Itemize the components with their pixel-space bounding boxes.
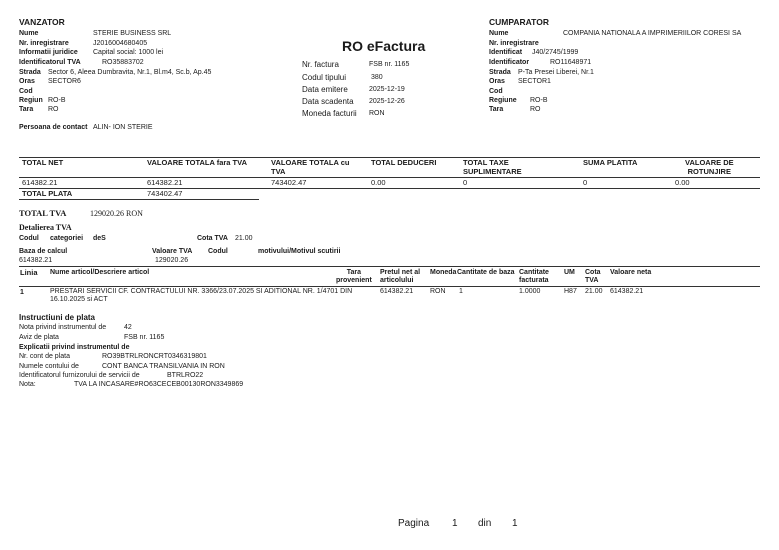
account-name-value: CONT BANCA TRANSILVANIA IN RON (102, 363, 225, 370)
buyer-region-label: Regiune (489, 97, 517, 104)
invoice-number-label: Nr. factura (302, 60, 339, 69)
th-base-qty: Cantitate de baza (457, 269, 515, 276)
vat-amount-label: Valoare TVA (152, 248, 193, 255)
amount-paid-value: 0 (583, 178, 588, 187)
seller-name-label: Nume (19, 30, 39, 37)
payment-explanations-label: Explicatii privind instrumentul de (19, 344, 130, 351)
th-origin (336, 269, 372, 285)
vat-category-label: categoriei (50, 235, 84, 242)
buyer-city: SECTOR1 (518, 78, 551, 85)
row-description (50, 288, 352, 304)
deductions-value: 0.00 (371, 178, 386, 187)
vat-exemption-reason-label: motivului/Motivul scutirii (258, 248, 341, 255)
th-invoiced-qty-line2: facturata (519, 277, 549, 285)
buyer-country-label: Tara (489, 106, 504, 113)
vat-amount-value: 129020.26 (155, 257, 189, 264)
row-description-line1: PRESTARI SERVICII CF. CONTRACTULUI NR. 3366/23.07.2025 SI ADITIONAL NR. 1/4701 DIN (50, 288, 353, 295)
account-name-label: Numele contului de (19, 363, 79, 370)
payment-account-label: Nr. cont de plata (19, 353, 70, 360)
page-title: RO eFactura (342, 38, 426, 54)
currency-label: Moneda facturii (302, 109, 357, 118)
th-net-value: Valoare neta (610, 269, 652, 276)
th-extra-taxes (463, 159, 522, 176)
th-value-with-vat-line2: TVA (271, 166, 286, 176)
th-item-name: Nume articol/Descriere articol (50, 269, 150, 276)
seller-name: STERIE BUSINESS SRL (93, 30, 172, 37)
th-vat-rate-line1: Cota (585, 269, 601, 276)
payment-heading: Instructiuni de plata (19, 313, 96, 322)
due-date: 2025-12-26 (369, 98, 405, 105)
buyer-street-label: Strada (489, 69, 511, 76)
due-date-label: Data scadenta (302, 97, 354, 106)
buyer-reg-label: Nr. inregistrare (489, 40, 539, 47)
rounding-value: 0.00 (675, 178, 690, 187)
divider (19, 188, 760, 189)
buyer-region: RO-B (530, 97, 548, 104)
page-of-label: din (478, 518, 492, 529)
th-deductions: TOTAL DEDUCERI (371, 158, 437, 167)
total-net-value: 614382.21 (22, 178, 58, 187)
row-net-price: 614382.21 (380, 288, 414, 295)
value-with-vat: 743402.47 (271, 178, 307, 187)
th-value-with-vat-line1: VALOARE TOTALA cu (271, 158, 350, 167)
seller-contact-label: Persoana de contact (19, 124, 88, 131)
th-rounding-line2: ROTUNJIRE (687, 166, 731, 176)
buyer-ident-label: Identificat (489, 49, 523, 56)
th-unit: UM (564, 269, 575, 276)
buyer-city-label: Oras (489, 78, 505, 85)
type-code-label: Codul tipului (302, 73, 347, 82)
note-label: Nota: (19, 381, 36, 388)
th-currency: Moneda (430, 269, 457, 276)
seller-city-label: Oras (19, 78, 35, 85)
payment-advice-label: Aviz de plata (19, 334, 59, 341)
th-vat-rate-line2: TVA (585, 277, 599, 285)
seller-info: Capital social: 1000 lei (93, 49, 164, 56)
buyer-ident: J40/2745/1999 (532, 49, 579, 56)
seller-reg-label: Nr. inregistrare (19, 40, 69, 47)
vat-code-label: Codul (19, 235, 39, 242)
provider-id-label: Identificatorul furnizorului de servicii de (19, 372, 140, 379)
type-code: 380 (371, 74, 383, 81)
divider (19, 199, 259, 200)
th-net-price-line2: articolului (380, 277, 414, 285)
issue-date-label: Data emitere (302, 85, 348, 94)
divider (19, 177, 760, 178)
seller-street: Sector 6, Aleea Dumbravita, Nr.1, Bl.m4, Sc.b, Ap.45 (48, 69, 212, 76)
th-net-price (380, 269, 420, 285)
row-base-qty: 1 (459, 288, 463, 295)
buyer-street: P-Ta Presei Liberei, Nr.1 (518, 69, 594, 76)
th-rounding (685, 159, 734, 176)
vat-exemption-code-label: Codul (208, 248, 228, 255)
seller-region-label: Regiun (19, 97, 43, 104)
th-value-no-vat: VALOARE TOTALA fara TVA (147, 158, 248, 167)
seller-region: RO-B (48, 97, 66, 104)
vat-detail-heading: Detalierea TVA (19, 223, 72, 232)
th-extra-taxes-line2: SUPLIMENTARE (463, 166, 522, 176)
seller-reg: J2016004680405 (93, 40, 148, 47)
buyer-name-label: Nume (489, 30, 509, 37)
page-current: 1 (452, 518, 458, 529)
row-net-value: 614382.21 (610, 288, 644, 295)
extra-taxes-value: 0 (463, 178, 468, 187)
seller-info-label: Informatii juridice (19, 49, 78, 56)
seller-tva: RO35883702 (102, 59, 144, 66)
buyer-identifier-label: Identificator (489, 59, 530, 66)
vat-rate-value: 21.00 (235, 235, 253, 242)
vat-base-value: 614382.21 (19, 257, 53, 264)
payment-instrument-note-label: Nota privind instrumentul de (19, 324, 107, 331)
page-label: Pagina (398, 518, 430, 529)
total-vat-label: TOTAL TVA (19, 208, 67, 218)
th-net-price-line1: Pretul net al (380, 269, 421, 276)
invoice-number: FSB nr. 1165 (369, 61, 410, 68)
row-vat-rate: 21.00 (585, 288, 603, 295)
payment-account-value: RO39BTRLRONCRT0346319801 (102, 353, 207, 360)
th-value-with-vat (271, 159, 349, 176)
issue-date: 2025-12-19 (369, 86, 405, 93)
total-payment-value: 743402.47 (147, 189, 183, 198)
th-invoiced-qty-line1: Cantitate (519, 269, 549, 276)
payment-advice-value: FSB nr. 1165 (124, 334, 165, 341)
currency: RON (369, 110, 385, 117)
row-unit: H87 (564, 288, 577, 295)
payment-instrument-note-value: 42 (124, 324, 132, 331)
seller-city: SECTOR6 (48, 78, 81, 85)
buyer-name: COMPANIA NATIONALA A IMPRIMERIILOR CORESI SA (563, 30, 742, 37)
vat-rate-label: Cota TVA (197, 235, 228, 242)
vat-de-label: deS (93, 235, 106, 242)
th-invoiced-qty (519, 269, 549, 285)
row-description-line2: 16.10.2025 si ACT (50, 296, 108, 304)
seller-contact: ALIN- ION STERIE (93, 124, 153, 131)
value-no-vat: 614382.21 (147, 178, 183, 187)
buyer-code-label: Cod (489, 88, 503, 95)
divider (19, 266, 760, 267)
provider-id-value: BTRLRO22 (167, 372, 204, 379)
vat-base-label: Baza de calcul (19, 248, 68, 255)
buyer-heading: CUMPARATOR (489, 17, 549, 27)
row-invoiced-qty: 1.0000 (519, 288, 541, 295)
buyer-identifier: RO11648971 (550, 59, 592, 66)
row-line-number: 1 (20, 289, 24, 296)
seller-code-label: Cod (19, 88, 33, 95)
buyer-country: RO (530, 106, 541, 113)
seller-country-label: Tara (19, 106, 34, 113)
th-total-net: TOTAL NET (22, 158, 64, 167)
seller-heading: VANZATOR (19, 17, 65, 27)
divider (19, 286, 760, 287)
seller-country: RO (48, 106, 59, 113)
seller-tva-label: Identificatorul TVA (19, 59, 81, 66)
th-vat-rate (585, 269, 601, 285)
th-origin-line1: Tara (346, 269, 362, 276)
row-currency: RON (430, 288, 446, 295)
total-vat-value: 129020.26 RON (90, 209, 143, 218)
th-origin-line2: provenient (336, 277, 372, 285)
note-value: TVA LA INCASARE#RO63CECEB00130RON3349869 (74, 381, 244, 388)
seller-street-label: Strada (19, 69, 41, 76)
page-total: 1 (512, 518, 518, 529)
th-total-payment: TOTAL PLATA (22, 189, 73, 198)
th-amount-paid: SUMA PLATITA (583, 158, 638, 167)
th-line: Linia (20, 268, 38, 277)
th-extra-taxes-line1: TOTAL TAXE (463, 158, 509, 167)
th-rounding-line1: VALOARE DE (685, 158, 734, 167)
